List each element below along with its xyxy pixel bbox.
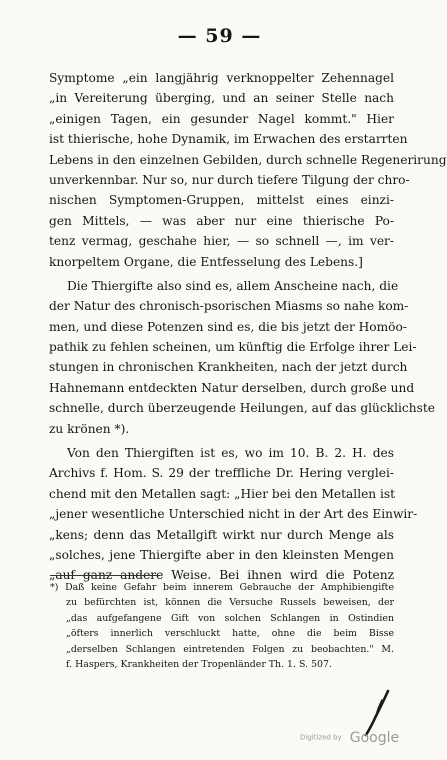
digitized-by-google-watermark	[300, 727, 399, 746]
text-line: pathik zu fehlen scheinen, um künftig die Erfolge ihrer Lei-	[49, 340, 417, 355]
paragraph-start-line: Von den Thiergiften ist es, wo im 10. B. 2. H. des	[67, 446, 394, 461]
text-line: chend mit den Metallen sagt: „Hier bei den Metallen ist	[49, 486, 396, 501]
text-line: zu krönen *).	[49, 421, 130, 436]
text-line: stungen in chronischen Krankheiten, nach der jetzt durch	[49, 360, 408, 375]
paragraph-start-line: Die Thiergifte also sind es, allem Anscheine nach, die	[67, 278, 399, 293]
text-line: „solches, jene Thiergifte aber in den kleinsten Mengen	[49, 547, 394, 562]
footnote-line: *) Daß keine Gefahr beim innerem Gebrauche der Amphibiengifte	[50, 582, 394, 593]
footnote-line: zu befürchten ist, können die Versuche Russels beweisen, der	[66, 597, 394, 609]
watermark-prefix: Digitized by	[300, 733, 342, 742]
text-line: men, und diese Potenzen sind es, die bis jetzt der Homöo-	[49, 319, 407, 334]
text-line: „kens; denn das Metallgift wirkt nur durch Menge als	[49, 527, 394, 542]
footnote-line: „derselben Schlangen eintretenden Folgen zu beobachten." M.	[66, 643, 394, 655]
text-line: der Natur des chronisch-psorischen Miasms so nahe kom-	[49, 299, 409, 314]
text-line: „auf ganz andere Weise. Bei ihnen wird die Potenz	[49, 568, 394, 583]
text-line: gen Mittels, — was aber nur eine thierische Po-	[49, 213, 394, 228]
text-line: Archivs f. Hom. S. 29 der treffliche Dr. Hering verglei-	[49, 466, 394, 481]
page-number: — 59 —	[177, 25, 262, 47]
text-line: knorpeltem Organe, die Entfesselung des Lebens.]	[49, 254, 363, 269]
body-text	[49, 68, 447, 586]
text-line: Hahnemann entdeckten Natur derselben, durch große und	[49, 380, 415, 395]
text-line: „jener wesentliche Unterschied nicht in der Art des Einwir-	[49, 507, 418, 522]
text-line: ist thierische, hohe Dynamik, im Erwachen des erstarrten	[49, 132, 408, 147]
text-line: tenz vermag, geschahe hier, — so schnell —, im ver-	[49, 234, 394, 249]
footnote-line: „das aufgefangene Gift von solchen Schlangen in Ostindien	[66, 612, 394, 624]
footnote-line: „öfters innerlich verschluckt hatte, ohne die beim Bisse	[66, 628, 394, 640]
text-line: unverkennbar. Nur so, nur durch tiefere Tilgung der chro-	[49, 172, 410, 187]
google-logo-text: Google	[349, 729, 400, 746]
text-line: Lebens in den einzelnen Gebilden, durch schnelle Regenerirung	[49, 152, 447, 167]
footnote-line: f. Haspers, Krankheiten der Tropenländer Th. 1. S. 507.	[66, 658, 332, 670]
text-line: „in Vereiterung überging, und an seiner Stelle nach	[49, 91, 394, 106]
footnote-block	[50, 580, 394, 672]
text-line: nischen Symptomen-Gruppen, mittelst eines einzi-	[49, 193, 394, 208]
footnote-divider	[50, 575, 160, 576]
text-line: schnelle, durch überzeugende Heilungen, auf das glücklichste	[49, 401, 435, 416]
text-line: „einigen Tagen, ein gesunder Nagel kommt." Hier	[49, 111, 394, 126]
text-line: Symptome „ein langjährig verknoppelter Zehennagel	[49, 71, 394, 85]
